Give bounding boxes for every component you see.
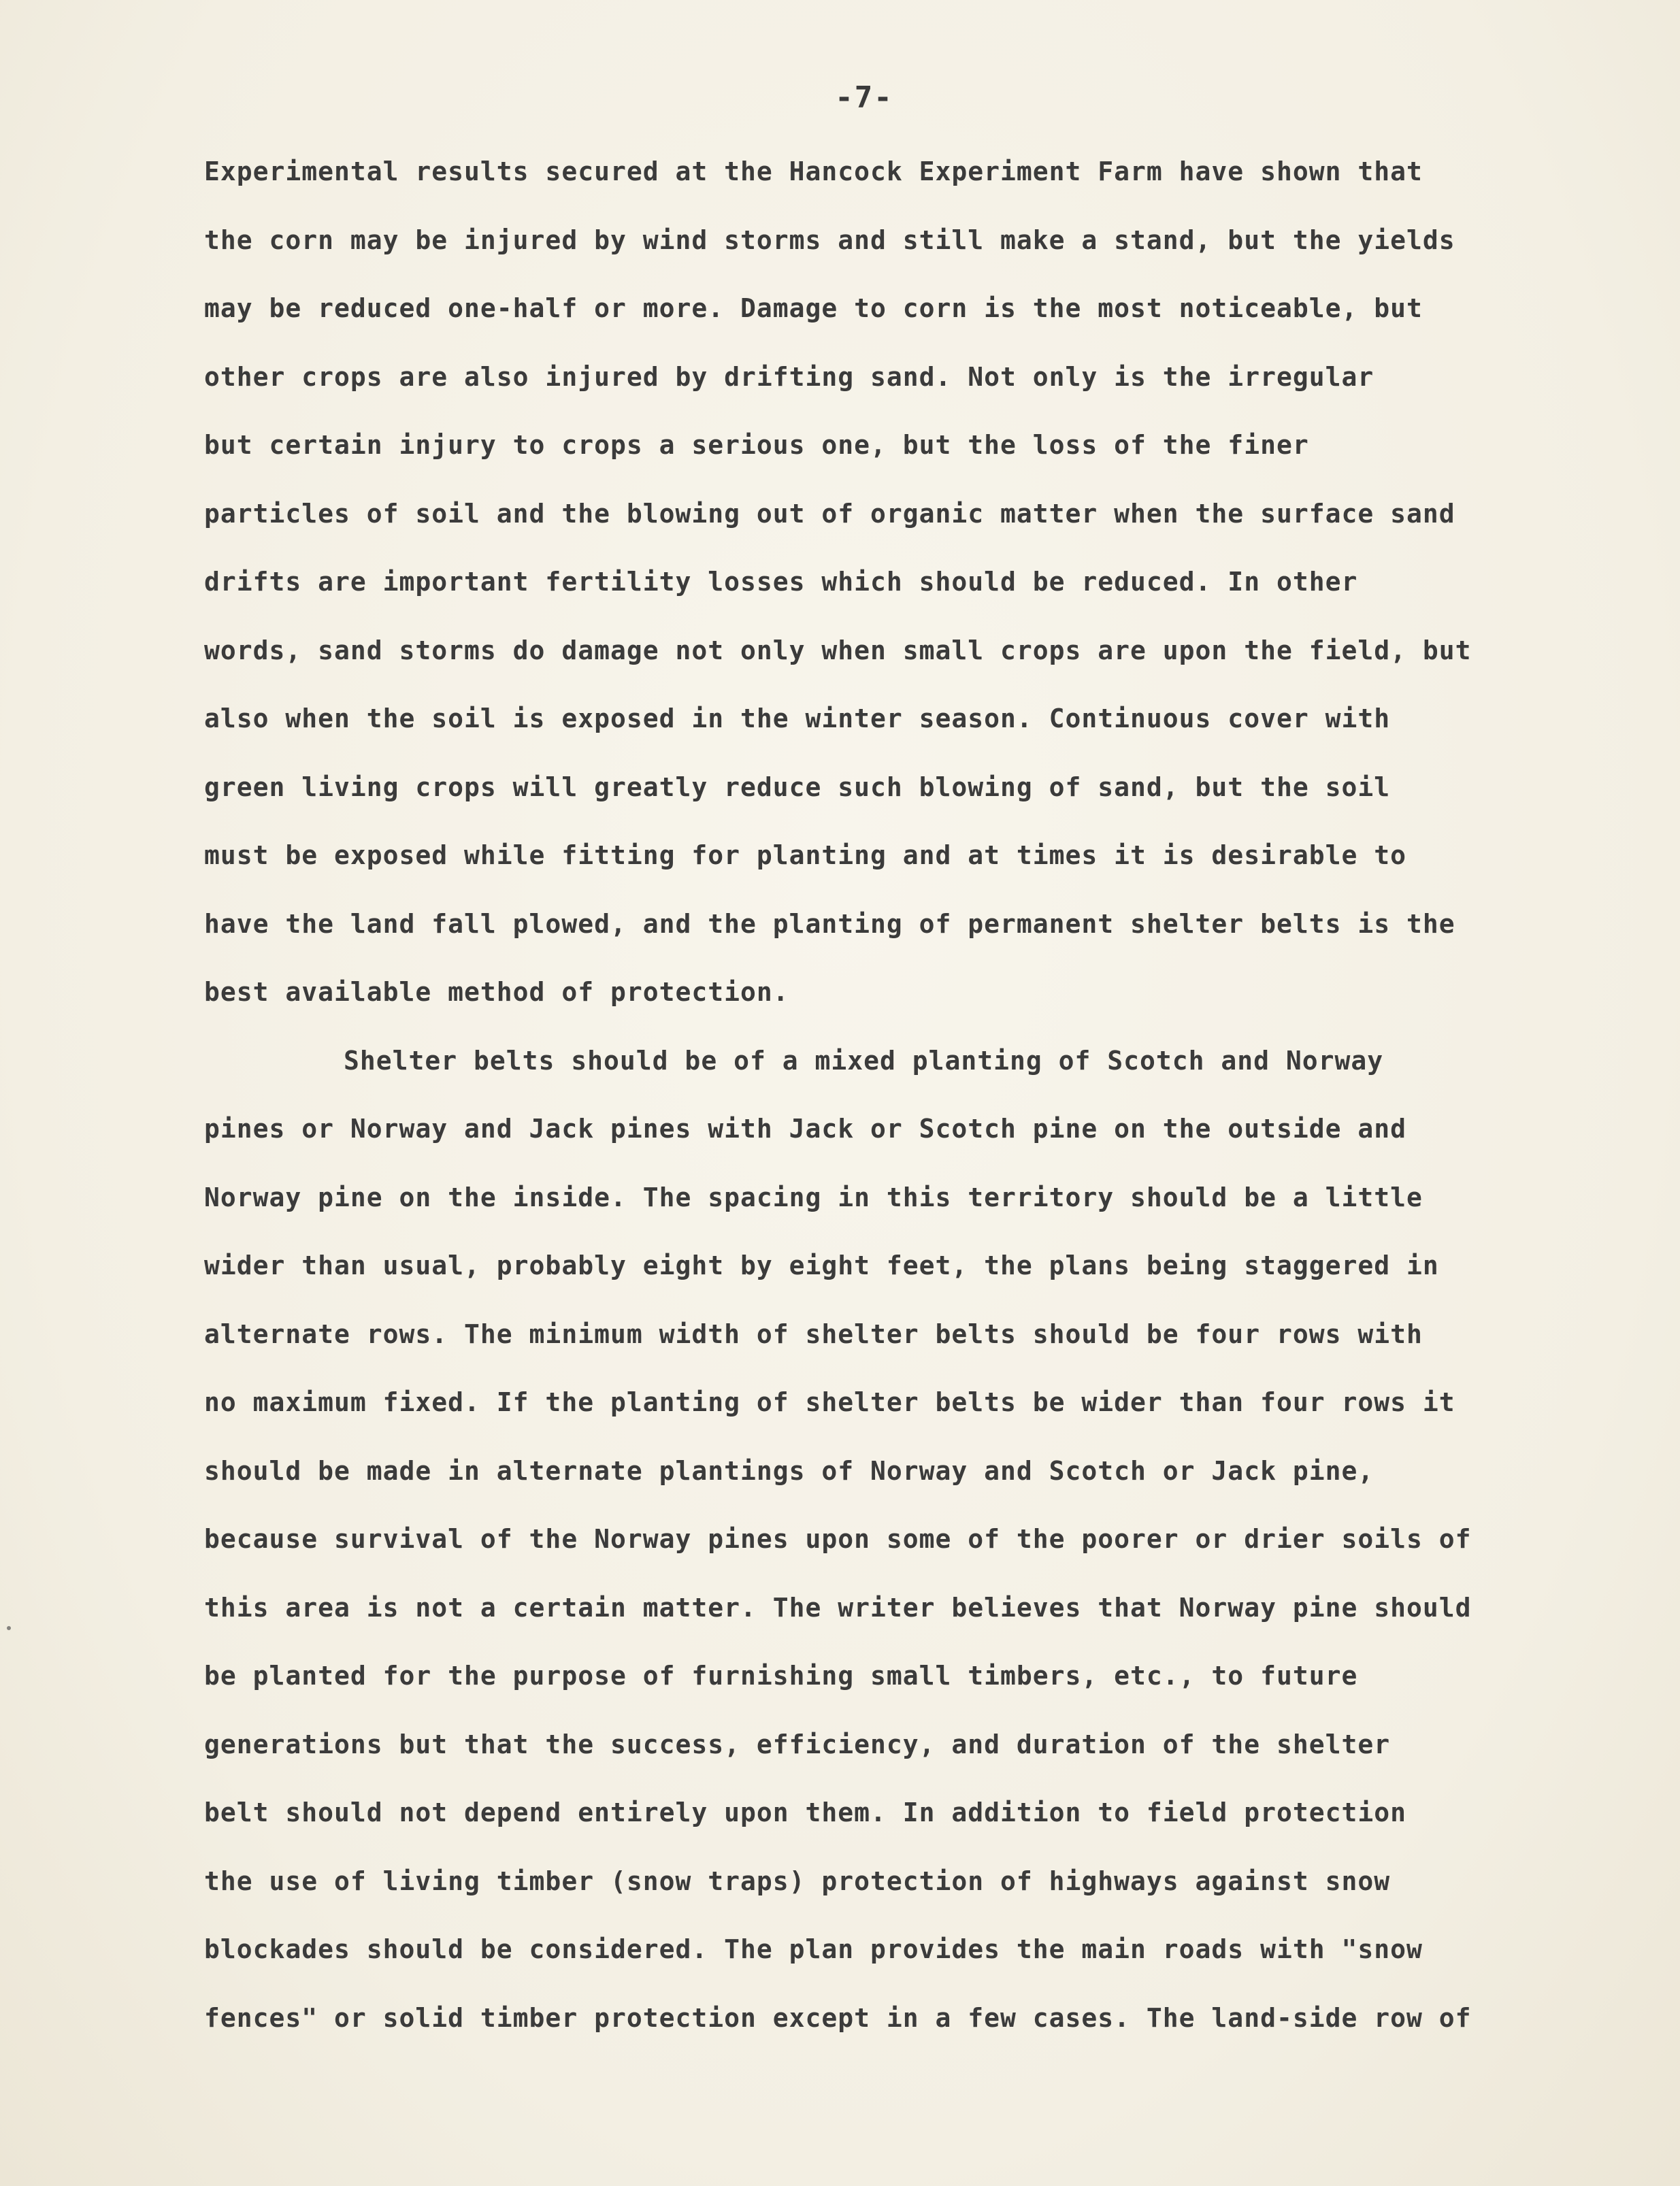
text-line: may be reduced one-half or more. Damage to corn is the most noticeable, but — [204, 293, 1423, 323]
text-line: Experimental results secured at the Hancock Experiment Farm have shown that — [204, 156, 1423, 186]
text-line: other crops are also injured by drifting sand. Not only is the irregular — [204, 361, 1374, 392]
text-line: must be exposed while fitting for planting and at times it is desirable to — [204, 840, 1406, 870]
text-line: drifts are important fertility losses which should be reduced. In other — [204, 567, 1358, 597]
text-line: because survival of the Norway pines upon some of the poorer or drier soils of — [204, 1524, 1472, 1554]
text-line: alternate rows. The minimum width of shelter belts should be four rows with — [204, 1319, 1423, 1349]
text-line: best available method of protection. — [204, 977, 789, 1007]
ink-speck — [7, 1626, 11, 1630]
text-line: but certain injury to crops a serious one, but the loss of the finer — [204, 430, 1309, 460]
text-line: the corn may be injured by wind storms and still make a stand, but the yields — [204, 225, 1455, 255]
paragraph-1 — [204, 151, 1579, 1040]
text-line: this area is not a certain matter. The writer believes that Norway pine should — [204, 1592, 1472, 1623]
text-line: have the land fall plowed, and the planting of permanent shelter belts is the — [204, 908, 1455, 939]
text-line: Shelter belts should be of a mixed planting of Scotch and Norway — [344, 1045, 1384, 1076]
text-line: the use of living timber (snow traps) protection of highways against snow — [204, 1866, 1391, 1896]
text-line: Norway pine on the inside. The spacing in this territory should be a little — [204, 1182, 1423, 1212]
text-line: words, sand storms do damage not only when small crops are upon the field, but — [204, 635, 1472, 665]
text-line: be planted for the purpose of furnishing small timbers, etc., to future — [204, 1661, 1358, 1691]
text-line: no maximum fixed. If the planting of shelter belts be wider than four rows it — [204, 1387, 1455, 1417]
text-line: particles of soil and the blowing out of organic matter when the surface sand — [204, 498, 1455, 529]
document-body — [204, 151, 1579, 2066]
text-line: wider than usual, probably eight by eight feet, the plans being staggered in — [204, 1251, 1439, 1280]
text-line: generations but that the success, efficiency, and duration of the shelter — [204, 1729, 1391, 1759]
text-line: pines or Norway and Jack pines with Jack or Scotch pine on the outside and — [204, 1114, 1406, 1144]
text-line: belt should not depend entirely upon them. In addition to field protection — [204, 1798, 1406, 1827]
page-number: -7- — [835, 80, 893, 115]
text-line: also when the soil is exposed in the winter season. Continuous cover with — [204, 703, 1391, 733]
text-line: fences" or solid timber protection except in a few cases. The land-side row of — [204, 2002, 1472, 2033]
text-line: green living crops will greatly reduce such blowing of sand, but the soil — [204, 772, 1391, 802]
text-line: should be made in alternate plantings of Norway and Scotch or Jack pine, — [204, 1455, 1374, 1486]
paragraph-2 — [204, 1040, 1579, 2066]
text-line: blockades should be considered. The plan provides the main roads with "snow — [204, 1934, 1423, 1964]
